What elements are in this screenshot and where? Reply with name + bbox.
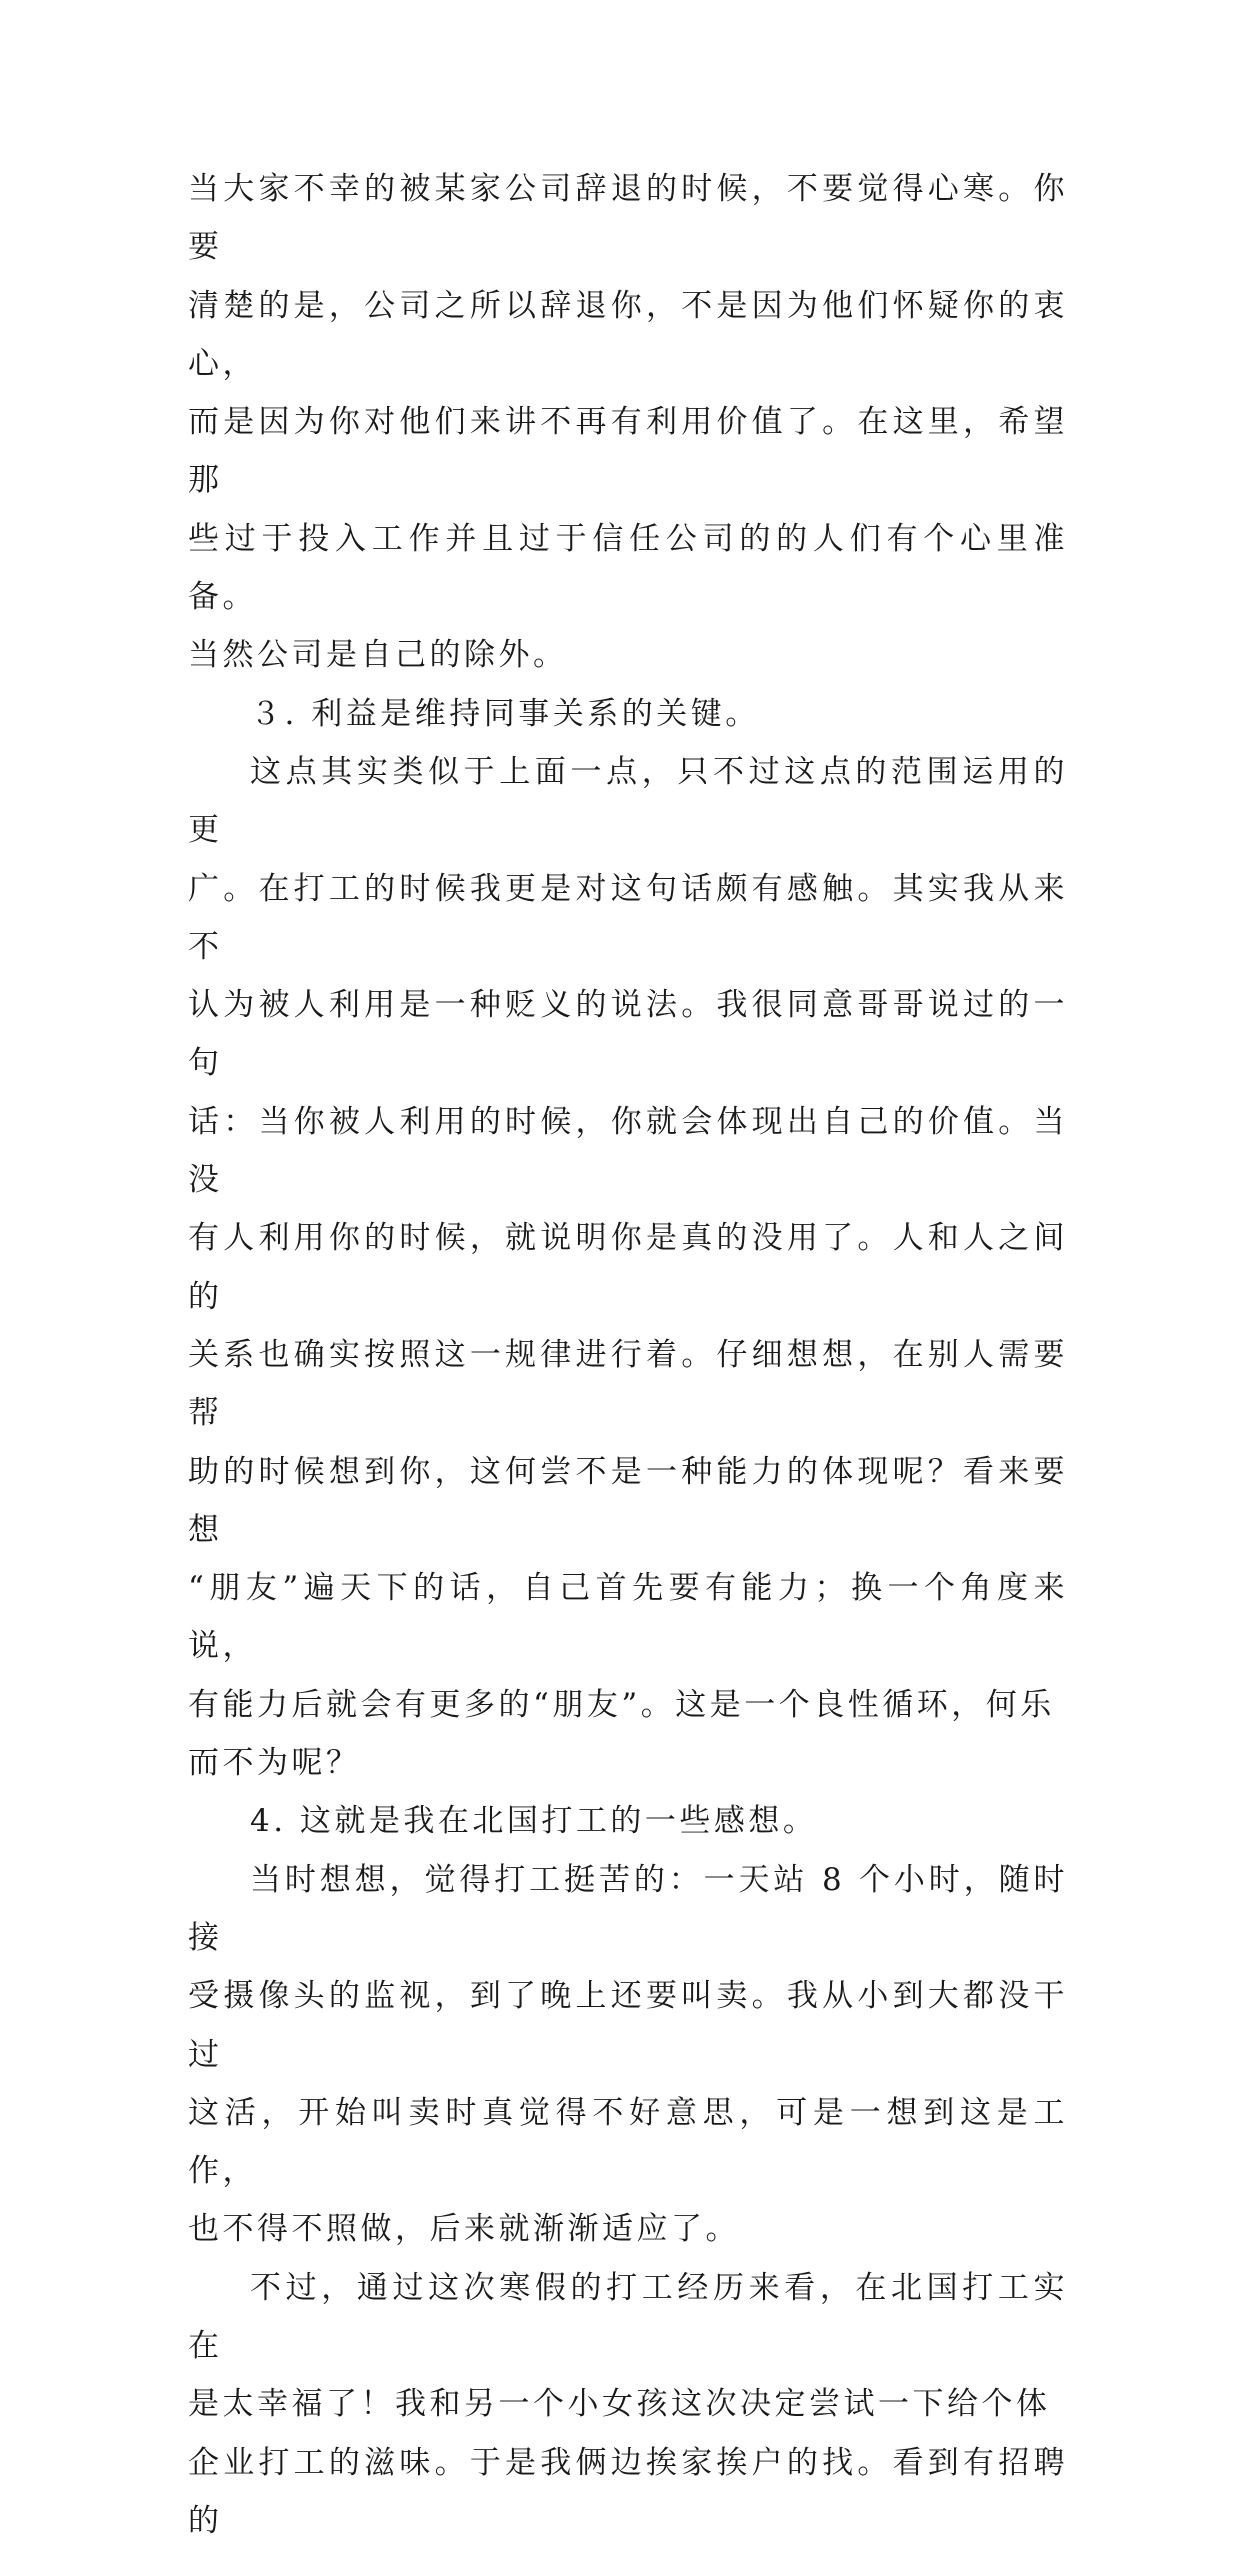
section-heading-3: ３. 利益是维持同事关系的关键。: [250, 695, 760, 732]
document-body: [188, 160, 1068, 2550]
paragraph-dismissal: 当大家不幸的被某家公司辞退的时候，不要觉得心寒。你要 清楚的是，公司之所以辞退你，不是因为他们怀疑你的衷心， 而是因为你对他们来讲不再有利用价值了。在这里，希望那 些过于投入工作并且过于信任公司的的人们有个心里准备。 当然公司是自己的除外。: [188, 171, 1068, 674]
section-heading-4: 4. 这就是我在北国打工的一些感想。: [250, 1803, 818, 1840]
paragraph-hard-work: 当时想想，觉得打工挺苦的：一天站 8 个小时，随时接 受摄像头的监视，到了晚上还要叫卖。我从小到大都没干过 这活，开始叫卖时真觉得不好意思，可是一想到这是工作， 也不得不照做，后来就渐渐适应了。: [188, 1861, 1068, 2248]
paragraph-being-used: 这点其实类似于上面一点，只不过这点的范围运用的更 广。在打工的时候我更是对这句话颇有感触。其实我从来不 认为被人利用是一种贬义的说法。我很同意哥哥说过的一句 话：当你被人利用的时候，你就会体现出自己的价值。当没 有人利用你的时候，就说明你是真的没用了。人和人之间的 关系也确实按照这一规律进行着。仔细想想，在别人需要帮 助的时候想到你，这何尝不是一种能力的体现呢？看来要想 “朋友”遍天下的话，自己首先要有能力；换一个角度来说， 有能力后就会有更多的“朋友”。这是一个良性循环，何乐 而不为呢？: [188, 753, 1068, 1782]
paragraph-winter-job: 不过，通过这次寒假的打工经历来看，在北国打工实在 是太幸福了！我和另一个小女孩这次决定尝试一下给个体 企业打工的滋味。于是我俩边挨家挨户的找。看到有招聘的: [188, 2269, 1068, 2539]
